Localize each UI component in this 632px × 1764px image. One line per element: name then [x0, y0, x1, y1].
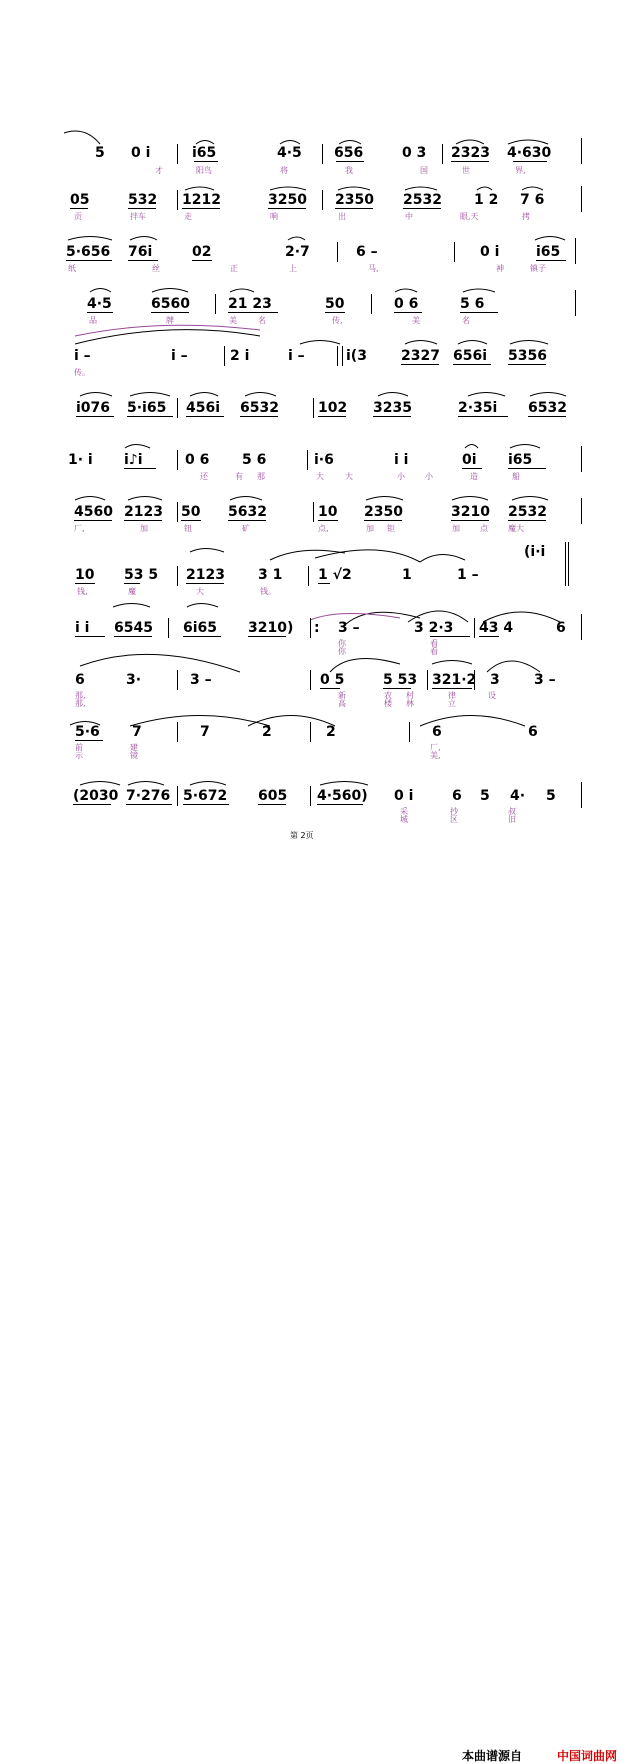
note-group: 5 6 [460, 296, 485, 312]
underline [248, 636, 286, 637]
note-group: 2327 [401, 348, 440, 364]
lyric: 林 [406, 699, 414, 708]
underline [192, 260, 212, 261]
note-group: 6 [528, 724, 538, 740]
lyric: 纸 [68, 264, 76, 273]
lyric: 神 [496, 264, 504, 273]
lyric: 牌 [166, 316, 174, 325]
note-group: 6 [556, 620, 566, 636]
note-group: 53 5 [124, 567, 159, 583]
note-group: 6 – [356, 244, 378, 260]
barline [310, 786, 311, 806]
note-group: 3 – [338, 620, 360, 636]
note-group: (i·i [524, 544, 546, 560]
lyric: 采 [400, 807, 408, 816]
lyric: 高 [338, 699, 346, 708]
underline [76, 416, 114, 417]
lyric: 镜 [130, 751, 138, 760]
note-group: i(3 [346, 348, 367, 364]
lyric: 区 [450, 815, 458, 824]
lyric: 界, [515, 166, 526, 175]
underline [124, 520, 162, 521]
underline [317, 804, 363, 805]
note-group: 21 23 [228, 296, 272, 312]
barline [371, 294, 372, 314]
note-group: 3250 [268, 192, 307, 208]
note-group: 4·630 [507, 145, 552, 161]
underline [513, 161, 547, 162]
barline [474, 618, 475, 638]
barline [337, 346, 338, 366]
underline [151, 312, 189, 313]
lyric: 你 [338, 639, 346, 648]
note-group: 5 [95, 145, 105, 161]
note-group: 2323 [451, 145, 490, 161]
note-group: 0i [462, 452, 477, 468]
lyric: 农 [384, 691, 392, 700]
underline [508, 468, 546, 469]
note-group: 0 3 [402, 145, 427, 161]
lyric: 那, [75, 699, 86, 708]
lyric: 拌车 [130, 212, 146, 221]
lyric: 村 [406, 691, 414, 700]
barline [215, 294, 216, 314]
lyric: 加 [452, 524, 460, 533]
barline [575, 290, 576, 316]
barline [565, 542, 566, 586]
underline [403, 208, 441, 209]
note-group: 76i [128, 244, 153, 260]
lyric: 加 [140, 524, 148, 533]
underline [335, 208, 373, 209]
lyric: 矿 [242, 524, 250, 533]
note-group: 7 [200, 724, 210, 740]
lyric: 大 [316, 472, 324, 481]
barline [177, 566, 178, 586]
lyric: 看 [430, 647, 438, 656]
note-group: i i [394, 452, 409, 468]
footer-source: 本曲谱源自 [462, 1749, 523, 1763]
underline [66, 260, 112, 261]
note-group: 3210) [248, 620, 294, 636]
note-group: 321·2 [432, 672, 477, 688]
lyric: 眼,天 [460, 212, 479, 221]
note-group: i·6 [314, 452, 334, 468]
note-group: 7 [132, 724, 142, 740]
lyric: 马, [368, 264, 379, 273]
note-group: 5632 [228, 504, 267, 520]
underline [75, 583, 95, 584]
lyric: 有 [235, 472, 243, 481]
underline [432, 688, 472, 689]
underline [325, 312, 345, 313]
lyric: 钮 [184, 524, 192, 533]
underline [401, 364, 439, 365]
note-group: 4·560) [317, 788, 368, 804]
lyric: 前 [75, 743, 83, 752]
lyric: 名 [258, 316, 266, 325]
lyric: 小 [425, 472, 433, 481]
note-group: 1 [402, 567, 412, 583]
note-group: 656 [334, 145, 364, 161]
barline [310, 722, 311, 742]
lyric: 大 [345, 472, 353, 481]
note-group: 656i [453, 348, 488, 364]
underline [460, 312, 498, 313]
lyric: 出 [338, 212, 346, 221]
lyric: 还 [200, 472, 208, 481]
note-group: i65 [536, 244, 561, 260]
note-group: 3 1 [258, 567, 283, 583]
note-group: 5·656 [66, 244, 111, 260]
underline [128, 208, 156, 209]
lyric: 品 [89, 316, 97, 325]
lyric: 设 [488, 691, 496, 700]
underline [451, 161, 489, 162]
note-group: 2·7 [285, 244, 310, 260]
lyric: 正 [230, 264, 238, 273]
barline [177, 450, 178, 470]
underline [127, 416, 173, 417]
barline [177, 786, 178, 806]
note-group: 1 – [457, 567, 479, 583]
underline [258, 804, 286, 805]
lyric: 国 [420, 166, 428, 175]
underline [479, 636, 499, 637]
lyric: 世 [462, 166, 470, 175]
underline [183, 636, 221, 637]
barline [581, 614, 582, 640]
barline [581, 186, 582, 212]
note-group: 2350 [364, 504, 403, 520]
barline [322, 190, 323, 210]
underline [528, 416, 566, 417]
lyric: 名 [462, 316, 470, 325]
note-group: (2030 [73, 788, 119, 804]
underline [194, 161, 218, 162]
note-group: 2·35i [458, 400, 498, 416]
lyric: 美, [430, 751, 441, 760]
note-group: i076 [76, 400, 111, 416]
underline [75, 636, 105, 637]
note-group: 02 [192, 244, 212, 260]
note-group: 0 5 [320, 672, 345, 688]
underline [394, 312, 422, 313]
lyric: 示 [75, 751, 83, 760]
barline [307, 450, 308, 470]
note-group: i65 [192, 145, 217, 161]
underline [87, 312, 113, 313]
note-group: 6532 [528, 400, 567, 416]
underline [240, 416, 278, 417]
underline [268, 208, 306, 209]
footer [0, 871, 632, 1763]
lyric: 厂, [430, 743, 441, 752]
note-group: 1 2 [474, 192, 499, 208]
lyric: 贡 [74, 212, 82, 221]
note-group: 2123 [124, 504, 163, 520]
note-group: 5 6 [242, 452, 267, 468]
lyric: 造 [470, 472, 478, 481]
lyric: 中 [405, 212, 413, 221]
lyric: 响 [270, 212, 278, 221]
note-group: 4· [510, 788, 526, 804]
note-group: 6 [75, 672, 85, 688]
barline [568, 542, 569, 586]
barline [177, 398, 178, 418]
underline [336, 161, 364, 162]
note-group: 0 i [480, 244, 500, 260]
underline [124, 468, 156, 469]
lyric: 魔 [128, 587, 136, 596]
note-group: 0 i [131, 145, 151, 161]
underline [373, 416, 411, 417]
underline [128, 260, 158, 261]
note-group: 10 [318, 504, 338, 520]
underline [320, 688, 340, 689]
note-group: 10 [75, 567, 95, 583]
lyric: 那 [257, 472, 265, 481]
underline [182, 208, 220, 209]
note-group: 0 6 [394, 296, 419, 312]
note-group: 605 [258, 788, 288, 804]
lyric: 律 [448, 691, 456, 700]
underline [228, 520, 266, 521]
barline [313, 502, 314, 522]
note-group: 2 i [230, 348, 250, 364]
lyric: 叔 [508, 807, 516, 816]
note-group: 7 6 [520, 192, 545, 208]
lyric: 城 [400, 815, 408, 824]
lyric: 厂, [74, 524, 85, 533]
note-group: 4·5 [277, 145, 302, 161]
footer-site-link[interactable]: 中国词曲网 [557, 1749, 618, 1763]
lyric: 美 [412, 316, 420, 325]
lyric: 才 [155, 166, 163, 175]
lyric: 丝 [152, 264, 160, 273]
lyric: 看 [430, 639, 438, 648]
underline [70, 208, 88, 209]
note-group: 5 [546, 788, 556, 804]
note-group: 4560 [74, 504, 113, 520]
lyric: 你 [338, 647, 346, 656]
note-group: 6i65 [183, 620, 218, 636]
barline [442, 144, 443, 164]
note-group: i – [171, 348, 188, 364]
note-group: 50 [181, 504, 201, 520]
note-group: 3210 [451, 504, 490, 520]
underline [458, 416, 508, 417]
lyric: 船 [512, 472, 520, 481]
underline [383, 688, 411, 689]
note-group: 102 [318, 400, 348, 416]
note-group: 6532 [240, 400, 279, 416]
note-group: 5·672 [183, 788, 228, 804]
note-group: 7·276 [126, 788, 171, 804]
lyric: 点 [480, 524, 488, 533]
note-group: 50 [325, 296, 345, 312]
barline [581, 138, 582, 164]
note-group: 1· i [68, 452, 93, 468]
barline [581, 446, 582, 472]
lyric: 小 [397, 472, 405, 481]
barline [177, 502, 178, 522]
lyric: 传。 [74, 368, 90, 377]
underline [75, 740, 103, 741]
note-group: 1 √2 [318, 567, 352, 583]
lyric: 拷 [522, 212, 530, 221]
underline [186, 416, 224, 417]
note-group: 2532 [403, 192, 442, 208]
barline [177, 144, 178, 164]
lyric: 镇子 [530, 264, 546, 273]
barline [177, 190, 178, 210]
note-group: 5·6 [75, 724, 100, 740]
underline [508, 520, 546, 521]
lyric: 我 [345, 166, 353, 175]
note-group: 5 [480, 788, 490, 804]
note-group: 456i [186, 400, 221, 416]
note-group: 3· [126, 672, 142, 688]
lyric: 钱, [77, 587, 88, 596]
lyric: 点, [318, 524, 329, 533]
lyric: 阳鸟 [196, 166, 212, 175]
note-group: 05 [70, 192, 90, 208]
underline [508, 364, 546, 365]
underline [181, 520, 201, 521]
underline [536, 260, 566, 261]
barline [427, 670, 428, 690]
lyric: 抄 [450, 807, 458, 816]
note-group: 4·5 [87, 296, 112, 312]
barline [337, 242, 338, 262]
note-group: 5·i65 [127, 400, 167, 416]
note-group: i i [75, 620, 90, 636]
lyric: 建 [130, 743, 138, 752]
note-group: i♪i [124, 452, 143, 468]
underline [183, 804, 229, 805]
lyric: 旧 [508, 815, 516, 824]
note-group: i – [74, 348, 91, 364]
underline [126, 804, 172, 805]
underline [73, 804, 111, 805]
barline [177, 722, 178, 742]
underline [318, 520, 338, 521]
underline [453, 364, 491, 365]
barline [581, 498, 582, 524]
underline [228, 312, 278, 313]
note-group: 3 – [190, 672, 212, 688]
note-group: i – [288, 348, 305, 364]
lyric: 立 [448, 699, 456, 708]
note-group: 532 [128, 192, 158, 208]
barline [342, 346, 343, 366]
underline [124, 583, 140, 584]
lyric: 上 [289, 264, 297, 273]
underline [318, 583, 330, 584]
note-group: 2 [262, 724, 272, 740]
note-group: 43 4 [479, 620, 514, 636]
barline [322, 144, 323, 164]
lyric: 美 [229, 316, 237, 325]
barline [313, 398, 314, 418]
barline [409, 722, 410, 742]
note-group: i65 [508, 452, 533, 468]
repeat-sign: : [314, 620, 320, 636]
lyric: 传, [332, 316, 343, 325]
note-group: 6545 [114, 620, 153, 636]
note-group: 5356 [508, 348, 547, 364]
note-group: 3235 [373, 400, 412, 416]
barline [168, 618, 169, 638]
note-group: 2 [326, 724, 336, 740]
lyric: 大 [196, 587, 204, 596]
barline [454, 242, 455, 262]
note-group: 6560 [151, 296, 190, 312]
lyric: 新 [338, 691, 346, 700]
underline [186, 583, 224, 584]
barline [581, 782, 582, 808]
note-group: 1212 [182, 192, 221, 208]
note-group: 5 53 [383, 672, 418, 688]
page-number: 第 2页 [290, 831, 314, 840]
note-group: 3 – [534, 672, 556, 688]
barline [308, 566, 309, 586]
note-group: 2532 [508, 504, 547, 520]
lyric: 加 [366, 524, 374, 533]
barline [310, 670, 311, 690]
underline [451, 520, 489, 521]
underline [430, 636, 470, 637]
note-group: 2350 [335, 192, 374, 208]
underline [74, 520, 112, 521]
underline [114, 636, 152, 637]
note-group: 0 6 [185, 452, 210, 468]
lyric: 那, [75, 691, 86, 700]
note-group: 0 i [394, 788, 414, 804]
barline [575, 238, 576, 264]
lyric: 走 [184, 212, 192, 221]
barline [224, 346, 225, 366]
note-group: 2123 [186, 567, 225, 583]
barline [310, 618, 311, 638]
note-group: 3 [490, 672, 500, 688]
underline [318, 416, 346, 417]
lyric: 魔大 [508, 524, 524, 533]
lyric: 将 [280, 166, 288, 175]
note-group: 3 2·3 [414, 620, 454, 636]
note-group: 6 [452, 788, 462, 804]
lyric: 楼 [384, 699, 392, 708]
underline [462, 468, 482, 469]
underline [364, 520, 402, 521]
note-group: 6 [432, 724, 442, 740]
lyric: 钱。 [260, 587, 276, 596]
lyric: 钜 [387, 524, 395, 533]
barline [177, 670, 178, 690]
